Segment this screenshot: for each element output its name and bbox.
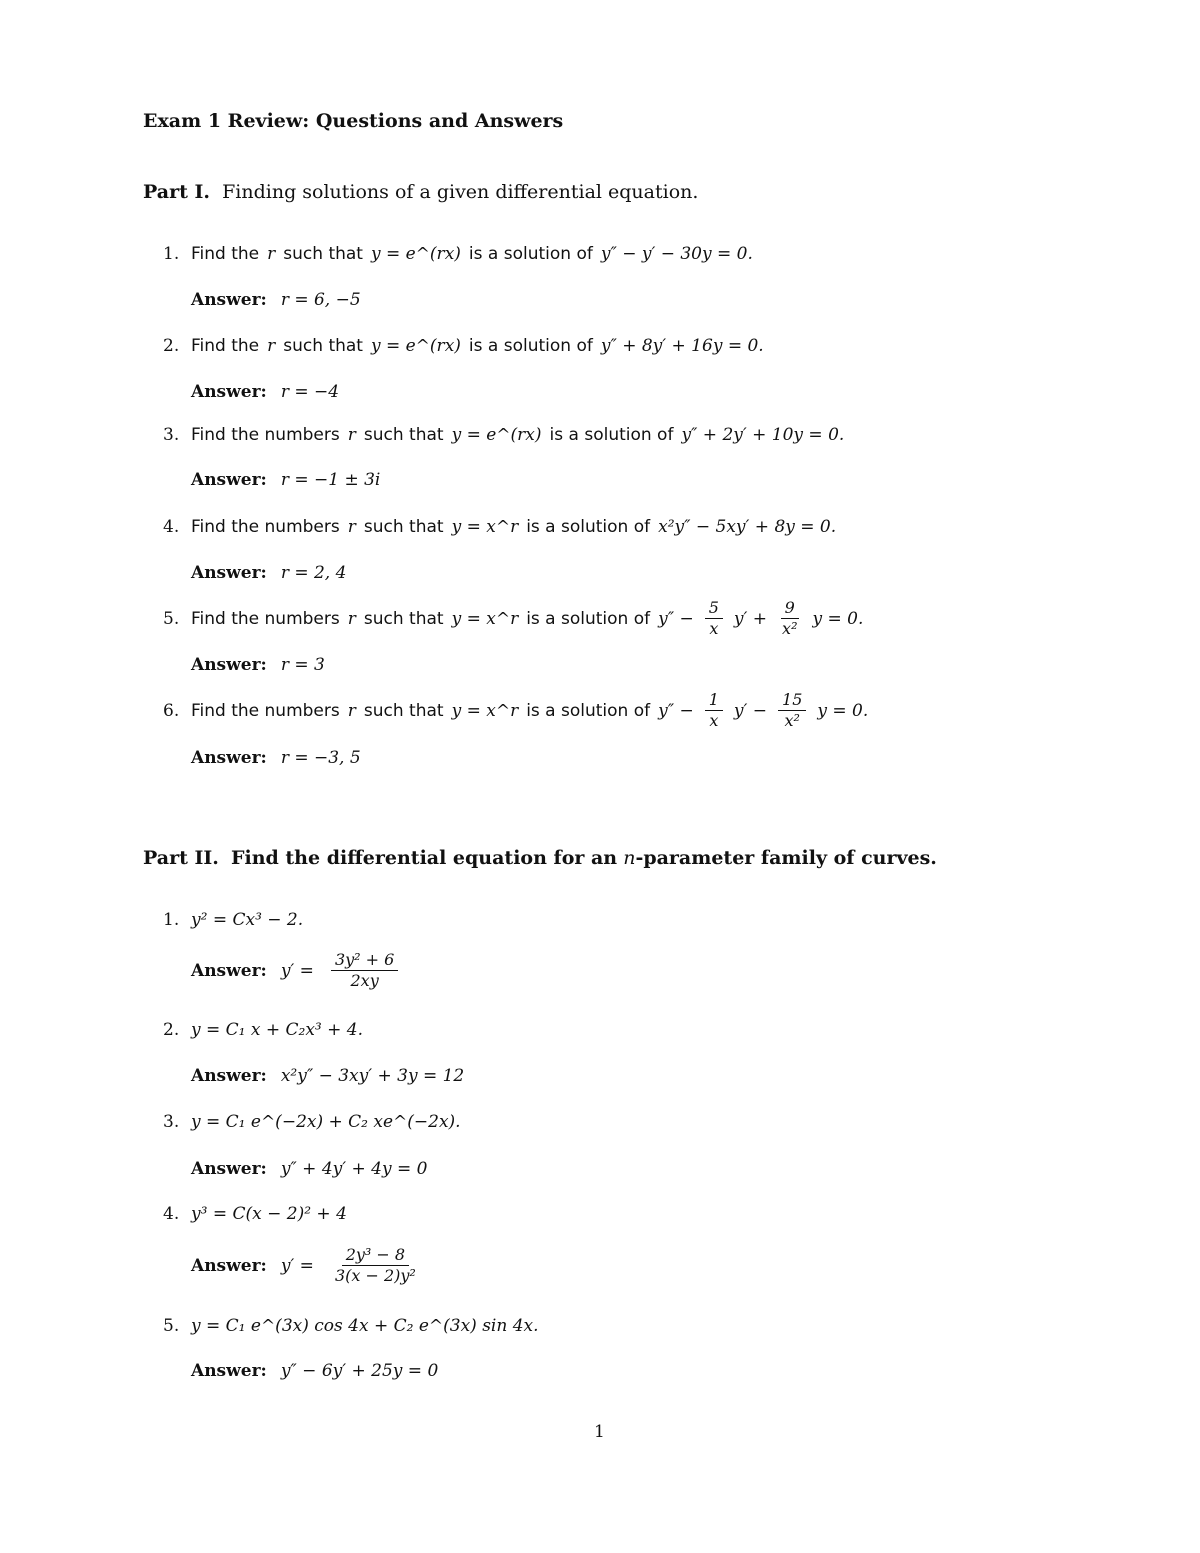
part2-question-4: 4. y³ = C(x − 2)² + 4 (163, 1204, 347, 1224)
part1-heading-text: Finding solutions of a given differential equation. (222, 181, 699, 203)
part1-heading (143, 181, 698, 203)
part2-heading-text-b: -parameter family of curves. (635, 847, 937, 869)
page-number: 1 (594, 1422, 605, 1442)
part1-question-6: 6. Find the numbers r such that y = x^r is a solution of y″ − $\frac{1}{x}$ y′ − $\frac{15}{\text{x²}}$ y = 0. (163, 690, 869, 730)
part2-heading-text-a: Find the differential equation for an (230, 847, 618, 869)
fraction: $\frac{9}{\text{x²}}$ (782, 598, 798, 638)
part2-label: Part II. (143, 847, 219, 869)
part1-question-1: 1. Find the r such that y = e^(rx) is a solution of y″ − y′ − 30y = 0. (163, 244, 753, 264)
part2-answer-2: Answer: x²y″ − 3xy′ + 3y = 12 (191, 1066, 465, 1086)
part2-question-2: 2. y = C₁ x + C₂x³ + 4. (163, 1020, 364, 1040)
part2-answer-3: Answer: y″ + 4y′ + 4y = 0 (191, 1159, 428, 1179)
part1-answer-1: Answer: r = 6, −5 (191, 290, 361, 310)
fraction: $\frac{5}{x}$ (705, 598, 723, 639)
fraction: $\frac{1}{x}$ (705, 690, 723, 731)
part1-question-3: 3. Find the numbers r such that y = e^(rx) is a solution of y″ + 2y′ + 10y = 0. (163, 425, 845, 445)
part2-answer-5: Answer: y″ − 6y′ + 25y = 0 (191, 1361, 439, 1381)
part1-answer-6: Answer: r = −3, 5 (191, 748, 361, 768)
page-title: Exam 1 Review: Questions and Answers (143, 110, 564, 132)
part1-answer-4: Answer: r = 2, 4 (191, 563, 347, 583)
part2-heading (143, 847, 937, 869)
fraction: $\frac{15}{\text{x²}}$ (778, 690, 806, 731)
part2-answer-1: Answer: y′ = $\frac{\text{3y² + 6}}{2xy}$ (191, 950, 401, 991)
part1-answer-2: Answer: r = −4 (191, 382, 340, 402)
fraction: $\frac{\text{2y³ − 8}}{\text{3(x − 2)y²}}$ (334, 1245, 416, 1285)
part1-answer-3: Answer: r = −1 ± 3i (191, 470, 381, 490)
part1-question-4: 4. Find the numbers r such that y = x^r is a solution of x²y″ − 5xy′ + 8y = 0. (163, 517, 837, 537)
fraction: $\frac{\text{3y² + 6}}{2xy}$ (331, 950, 398, 991)
part2-answer-4: Answer: y′ = $\frac{\text{2y³ − 8}}{\text{3(x − 2)y²}}$ (191, 1245, 423, 1286)
part2-question-3: 3. y = C₁ e^(−2x) + C₂ xe^(−2x). (163, 1112, 461, 1132)
part2-question-5: 5. y = C₁ e^(3x) cos 4x + C₂ e^(3x) sin 4x. (163, 1316, 539, 1336)
part1-question-5: 5. Find the numbers r such that y = x^r is a solution of y″ − $\frac{5}{x}$ y′ + $\frac{9}{\text{x²}}$ y = 0. (163, 598, 864, 638)
part1-answer-5: Answer: r = 3 (191, 655, 325, 675)
part1-label: Part I. (143, 181, 210, 203)
part1-question-2: 2. Find the r such that y = e^(rx) is a solution of y″ + 8y′ + 16y = 0. (163, 336, 764, 356)
part2-heading-var: n (623, 847, 636, 869)
part2-question-1: 1. y² = Cx³ − 2. (163, 910, 304, 930)
